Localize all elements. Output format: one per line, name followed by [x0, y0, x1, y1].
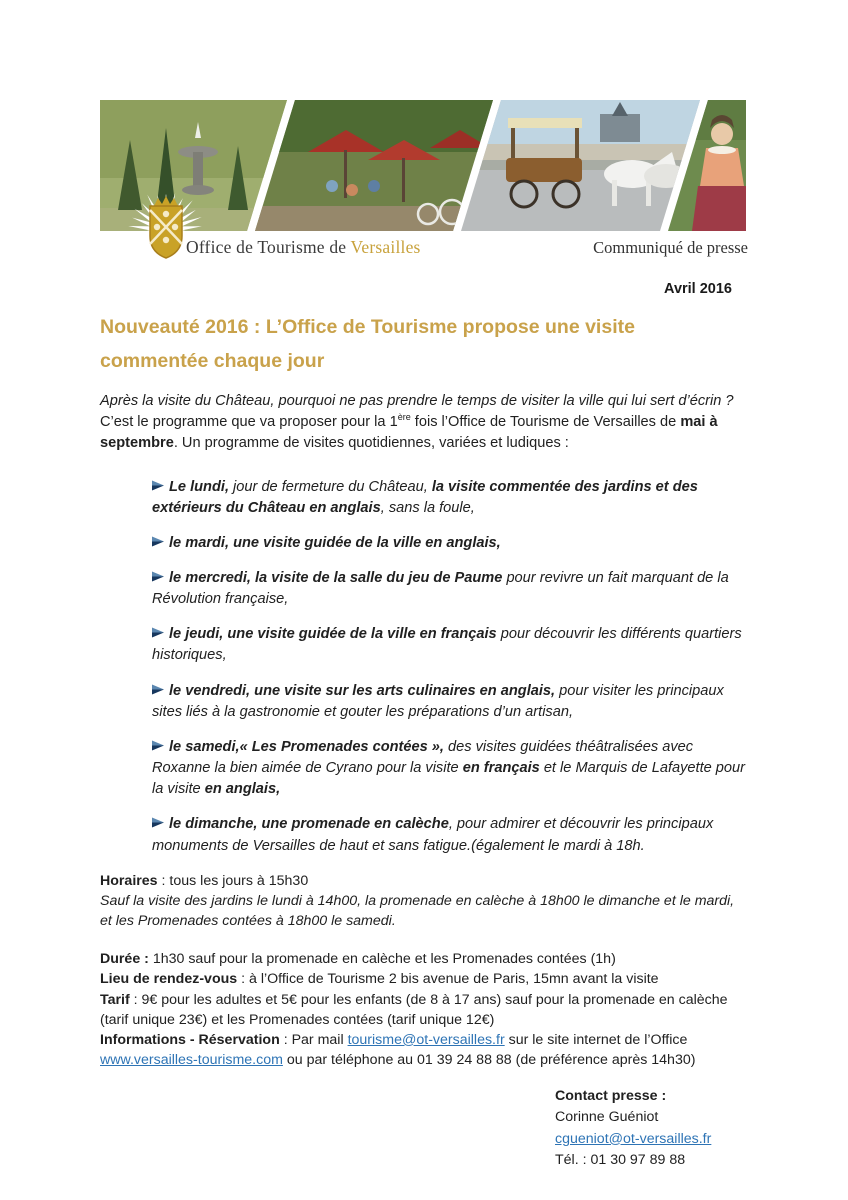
arrow-bullet-icon — [152, 536, 165, 547]
text-segment: et le Marquis de Lafayette pour la visite — [152, 760, 746, 798]
text-segment: : tous les jours à 15h30 — [157, 872, 309, 889]
text-segment: le mercredi, la visite de la salle du jeu de Paume — [169, 570, 503, 586]
text-segment: le jeudi, une visite guidée de la ville en français — [169, 626, 497, 643]
press-release-label: Communiqué de presse — [593, 238, 748, 257]
contact-email-link[interactable]: cgueniot@ot-versailles.fr — [555, 1130, 712, 1147]
text-segment: Le lundi, — [169, 478, 229, 495]
detail-tarif — [100, 990, 748, 1030]
program-item-tuesday — [152, 533, 748, 554]
text-segment: le mardi, une visite guidée de la ville en anglais, — [169, 534, 501, 551]
text-segment: Tarif — [100, 991, 130, 1008]
program-item-text — [152, 683, 724, 720]
text-segment: jour de fermeture du Château, — [229, 478, 432, 495]
page-title: Nouveauté 2016 : L’Office de Tourisme propose une visite commentée chaque jour — [100, 316, 635, 372]
contact-name: Corinne Guéniot — [555, 1109, 659, 1126]
arrow-bullet-icon — [152, 571, 165, 582]
text-segment: le dimanche, une promenade en calèche — [169, 816, 449, 833]
text-segment: Horaires — [100, 872, 158, 889]
program-item-wednesday — [152, 568, 748, 610]
text-segment: pour visiter les principaux sites liés à la gastronomie et gouter les préparations d’un artisan, — [152, 682, 724, 720]
text-segment: Informations - Réservation — [100, 1031, 280, 1048]
text-link[interactable]: www.versailles-tourisme.com — [100, 1051, 283, 1068]
text-link[interactable]: tourisme@ot-versailles.fr — [347, 1031, 505, 1048]
text-segment: des visites guidées théâtralisées avec Roxanne la bien aimée de Cyrano pour la visite — [152, 738, 694, 777]
program-item-thursday — [152, 624, 748, 666]
program-item-text — [152, 479, 698, 516]
text-segment: , sans la foule, — [380, 499, 475, 516]
program-item-friday — [152, 681, 748, 723]
text-segment: Sauf la visite des jardins le lundi à 14h00, la promenade en calèche à 18h00 le dimanche et le mardi, et les Promenades contées à 18h00 le samedi. — [100, 892, 735, 930]
text-segment: ou par téléphone au 01 39 24 88 88 (de préférence après 14h30) — [282, 1051, 696, 1068]
text-segment: ère — [397, 412, 411, 423]
text-segment: : à l’Office de Tourisme 2 bis avenue de Paris, 15mn avant la visite — [237, 971, 659, 988]
horse-carriage-photo — [461, 100, 700, 231]
program-item-monday — [152, 477, 748, 519]
date: Avril 2016 — [664, 281, 732, 297]
text-segment: pour découvrir les différents quartiers historiques, — [152, 626, 742, 664]
detail-duree — [100, 949, 748, 969]
text-segment: Durée : — [100, 951, 149, 968]
text-segment: , pour admirer et découvrir les principaux monuments de Versailles de haut et sans fatigue.(également le mardi à 18h. — [152, 816, 714, 854]
contact-heading: Contact presse : — [555, 1088, 667, 1105]
text-segment: Après la visite du Château, pourquoi ne pas prendre le temps de visiter la ville qui lui sert d’écrin ? — [100, 393, 734, 410]
text-segment: mai à septembre — [100, 414, 718, 452]
press-release-header — [100, 0, 748, 297]
program-list — [100, 477, 748, 857]
text-segment: le samedi,« Les Promenades contées », — [169, 738, 444, 755]
text-segment: : 9€ pour les adultes et 5€ pour les enfants (de 8 à 17 ans) sauf pour la promenade en calèche (tarif unique 23€) et les Promenades contées (tarif unique 12€) — [100, 991, 728, 1028]
text-segment: la visite commentée des jardins et des extérieurs du Château en anglais — [152, 478, 698, 516]
text-segment: pour revivre un fait marquant de la Révolution française, — [152, 570, 729, 608]
program-item-text — [152, 816, 713, 853]
cafe-terrace-photo — [255, 100, 495, 231]
text-segment: en français — [462, 760, 540, 777]
logo-text-versailles: Versailles — [350, 237, 421, 257]
program-item-sunday — [152, 814, 748, 856]
contact-phone: Tél. : 01 30 97 89 88 — [555, 1152, 686, 1169]
versailles-crest-logo — [106, 190, 226, 272]
program-item-saturday — [152, 737, 748, 800]
text-segment: 1h30 sauf pour la promenade en calèche et les Promenades contées (1h) — [148, 951, 616, 968]
logo-text-prefix: Office de Tourisme de — [186, 237, 351, 257]
intro-paragraph — [100, 391, 748, 454]
program-item-text — [169, 535, 501, 551]
arrow-bullet-icon — [152, 740, 165, 751]
detail-horaires — [100, 871, 748, 891]
text-segment: en anglais, — [204, 781, 281, 798]
arrow-bullet-icon — [152, 684, 165, 695]
text-segment: fois l’Office de Tourisme de Versailles de — [410, 414, 681, 431]
text-segment: sur le site internet de l’Office — [504, 1031, 688, 1048]
arrow-bullet-icon — [152, 627, 165, 638]
detail-horaires-exceptions — [100, 891, 748, 931]
gold-shield-icon — [150, 196, 182, 258]
text-segment: C’est le programme que va proposer pour la 1 — [100, 414, 398, 431]
arrow-bullet-icon — [152, 480, 165, 491]
detail-informations-reservation — [100, 1030, 748, 1070]
text-segment: le vendredi, une visite sur les arts culinaires en anglais, — [169, 682, 556, 699]
press-contact-block — [555, 1086, 748, 1171]
detail-lieu — [100, 969, 748, 989]
program-item-text — [152, 739, 745, 797]
text-segment: . Un programme de visites quotidiennes, variées et ludiques : — [173, 435, 569, 452]
text-segment: Lieu de rendez-vous — [100, 971, 238, 988]
program-item-text — [152, 570, 729, 607]
text-segment: : Par mail — [279, 1031, 348, 1048]
program-item-text — [152, 626, 742, 663]
arrow-bullet-icon — [152, 817, 165, 828]
practical-details — [100, 871, 748, 1070]
